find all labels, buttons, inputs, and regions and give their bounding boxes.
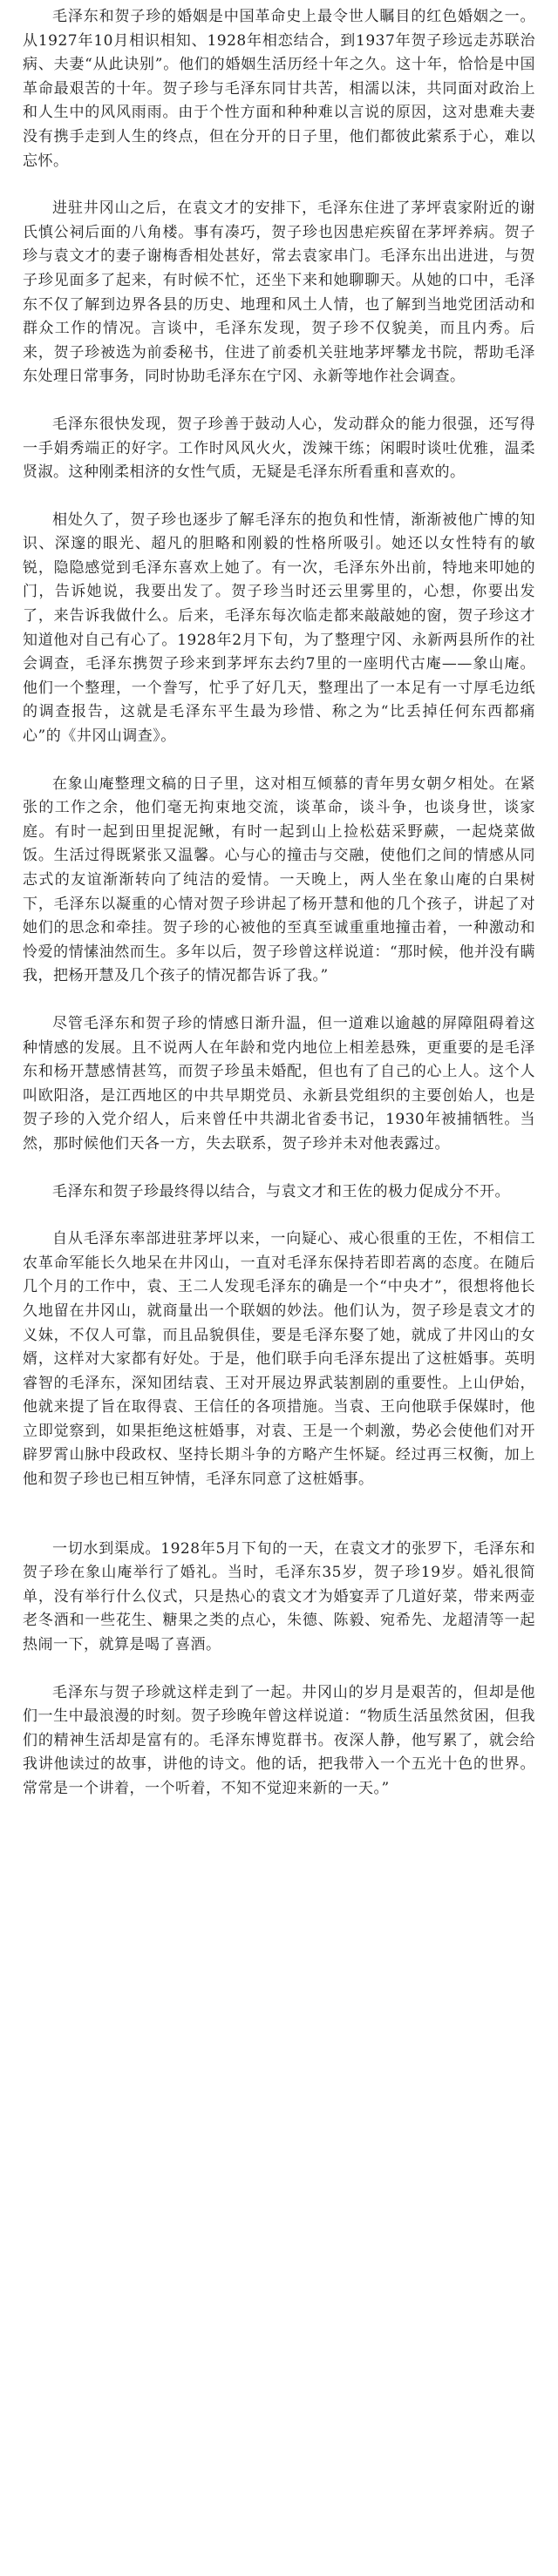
article-paragraph-9: 一切水到渠成。1928年5月下旬的一天，在袁文才的张罗下，毛泽东和贺子珍在象山庵举行了婚礼。当时，毛泽东35岁，贺子珍19岁。婚礼很简单，没有举行什么仪式，只是热心的袁文才为婚宴弄了几道好菜，带来两壶老冬酒和一些花生、糖果之类的点心，朱德、陈毅、宛希先、龙超清等一起热闹一下，就算是喝了喜酒。 <box>23 1539 535 1654</box>
article-paragraph-7: 毛泽东和贺子珍最终得以结合，与袁文才和王佐的极力促成分不开。 <box>52 1182 510 1200</box>
article-paragraph-4: 相处久了，贺子珍也逐步了解毛泽东的抱负和性情，渐渐被他广博的知识、深邃的眼光、超凡的胆略和刚毅的性格所吸引。她还以女性特有的敏锐，隐隐感觉到毛泽东喜欢上她了。有一次，毛泽东外出前，特地来叩她的门，告诉她说，我要出发了。贺子珍当时还云里雾里的，心想，你要出发了，来告诉我做什么。后来，毛泽东每次临走都来敲敲她的窗，贺子珍这才知道他对自己有心了。1928年2月下旬，为了整理宁冈、永新两县所作的社会调查，毛泽东携贺子珍来到茅坪东去约7里的一座明代古庵——象山庵。他们一个整理，一个誊写，忙乎了好几天，整理出了一本足有一寸厚毛边纸的调查报告，这就是毛泽东平生最为珍惜、称之为“比丢掉任何东西都痛心”的《井冈山调查》。 <box>23 510 535 746</box>
article-paragraph-10: 毛泽东与贺子珍就这样走到了一起。井冈山的岁月是艰苦的，但却是他们一生中最浪漫的时刻。贺子珍晚年曾这样说道：“物质生活虽然贫困，但我们的精神生活却是富有的。毛泽东博览群书。夜深人静，他写累了，就会给我讲他读过的故事，讲他的诗文。他的话，把我带入一个五光十色的世界。常常是一个讲着，一个听着，不知不觉迎来新的一天。” <box>23 1683 535 1797</box>
paragraph-gap <box>23 485 535 509</box>
paragraph-gap <box>23 1492 535 1538</box>
paragraph-gap <box>23 389 535 413</box>
paragraph-gap <box>23 173 535 197</box>
article-paragraph-8: 自从毛泽东率部进驻茅坪以来，一向疑心、戒心很重的王佐，不相信工农革命军能长久地呆在井冈山，一直对毛泽东保持若即若离的态度。在随后几个月的工作中，袁、王二人发现毛泽东的确是一个“中央才”，很想将他长久地留在井冈山，就商量出一个联姻的妙法。他们认为，贺子珍是袁文才的义妹，不仅人可靠，而且品貌俱佳，要是毛泽东娶了她，就成了井冈山的女婿，这样对大家都有好处。于是，他们联手向毛泽东提出了这桩婚事。英明睿智的毛泽东，深知团结袁、王对开展边界武装割剧的重要性。上山伊始，他就来提了旨在取得袁、王信任的各项措施。当袁、王向他联手保媒时，他立即觉察到，如果拒绝这桩婚事，对袁、王是一个刺激，势必会使他们对开辟罗霄山脉中段政权、坚持长期斗争的方略产生怀疑。经过再三权衡，加上他和贺子珍也已相互钟情，毛泽东同意了这桩婚事。 <box>23 1230 535 1489</box>
article-paragraph-5: 在象山庵整理文稿的日子里，这对相互倾慕的青年男女朝夕相处。在紧张的工作之余，他们毫无拘束地交流，谈革命，谈斗争，也谈身世，谈家庭。有时一起到田里捉泥鳅，有时一起到山上捡松菇采野蕨，一起烧菜做饭。生活过得既紧张又温馨。心与心的撞击与交融，使他们之间的情感从同志式的友谊渐渐转向了纯洁的爱情。一天晚上，两人坐在象山庵的白果树下，毛泽东以凝重的心情对贺子珍讲起了杨开慧和他的几个孩子，讲起了对她们的思念和牵挂。贺子珍的心被他的至真至诚重重地撞击着，一种激动和怜爱的情愫油然而生。多年以后，贺子珍曾这样说道：“那时候，他并没有瞒我，把杨开慧及几个孩子的情况都告诉了我。” <box>23 774 535 985</box>
paragraph-gap <box>23 989 535 1012</box>
article-paragraph-1: 毛泽东和贺子珍的婚姻是中国革命史上最令世人瞩目的红色婚姻之一。从1927年10月相识相知、1928年相恋结合，到1937年贺子珍远走苏联治病、夫妻“从此诀别”。他们的婚姻生活历经十年之久。这十年，恰恰是中国革命最艰苦的十年。贺子珍与毛泽东同甘共苦，相濡以沫，共同面对政治上和人生中的风风雨雨。由于个性方面和种种难以言说的原因，这对患难夫妻没有携手走到人生的终点，但在分开的日子里，他们都彼此萦系于心，难以忘怀。 <box>23 8 535 170</box>
paragraph-gap <box>23 1658 535 1681</box>
article-paragraph-3: 毛泽东很快发现，贺子珍善于鼓动人心，发动群众的能力很强，还写得一手娟秀端正的好字。工作时风风火火，泼辣干练；闲暇时谈吐优雅，温柔贤淑。这种刚柔相济的女性气质，无疑是毛泽东所看重和喜欢的。 <box>23 415 535 482</box>
paragraph-gap <box>23 1204 535 1227</box>
article-paragraph-6: 尽管毛泽东和贺子珍的情感日渐升温，但一道难以逾越的屏障阻碍着这种情感的发展。且不说两人在年龄和党内地位上相差悬殊，更重要的是毛泽东和杨开慧感情甚笃，而贺子珍虽未婚配，但也有了自己的心上人。这个人叫欧阳洛，是江西地区的中共早期党员、永新县党组织的主要创始人，也是贺子珍的入党介绍人，后来曾任中共湖北省委书记，1930年被捕牺牲。当然，那时候他们天各一方，失去联系，贺子珍并未对他表露过。 <box>23 1014 535 1153</box>
paragraph-gap <box>23 1157 535 1180</box>
paragraph-gap <box>23 749 535 773</box>
article-paragraph-2: 进驻井冈山之后，在袁文才的安排下，毛泽东住进了茅坪袁家附近的谢氏慎公祠后面的八角楼。事有凑巧，贺子珍也因患疟疾留在茅坪养病。贺子珍与袁文才的妻子谢梅香相处甚好，常去袁家串门。毛泽东出出进进，与贺子珍见面多了起来，有时候不忙，还坐下来和她聊聊天。从她的口中，毛泽东不仅了解到边界各县的历史、地理和风土人情，也了解到当地党团活动和群众工作的情况。言谈中，毛泽东发现，贺子珍不仅貌美，而且内秀。后来，贺子珍被选为前委秘书，住进了前委机关驻地茅坪攀龙书院，帮助毛泽东处理日常事务，同时协助毛泽东在宁冈、永新等地作社会调查。 <box>23 199 535 386</box>
